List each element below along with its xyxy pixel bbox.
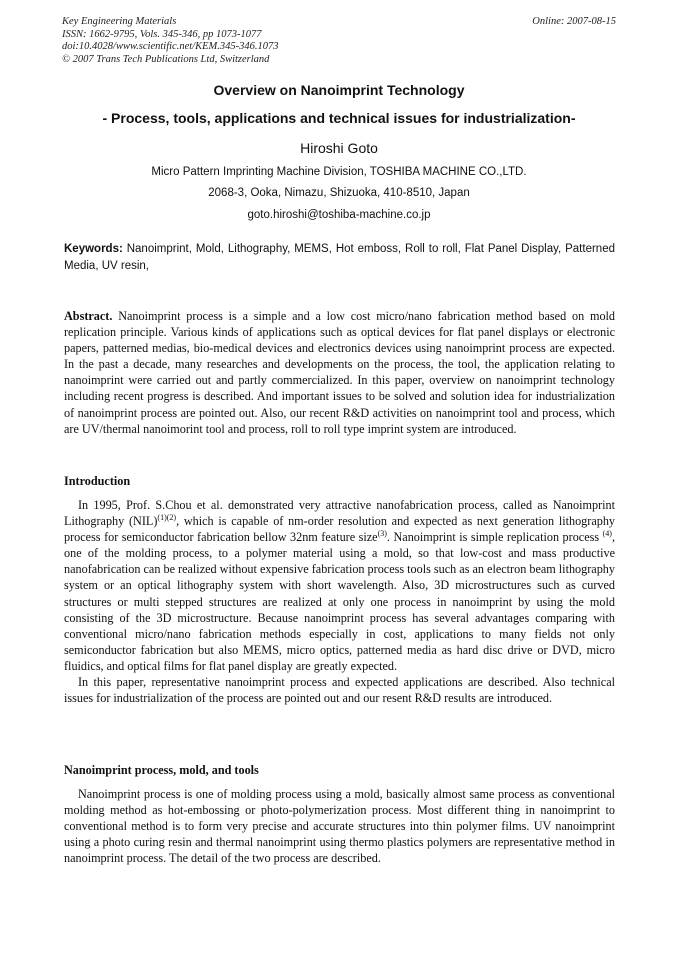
- intro-text-d: , one of the molding process, to a polymer material using a mold, so that low-cost and mass productive nanofabrication can be realized without expensive fabrication process tools such as an electron beam lithography system or an optical lithography system with short wavelength. Also, 3D microstructures such as curved structures or multi stepped structures are realized at only one process in nanoimprint by using the mold consisting of the 3D microstructure. Because nanoimprint process has several advantages comparing with conventional micro/nano fabrication methods especially in cost, applications to many fields not only semiconductor fabrication but also MEMS, micro optics, patterned media as hard disc drive or DVD, micro fluidics, and optical films for flat panel display are greatly expected.: [64, 530, 615, 673]
- keywords-label: Keywords:: [64, 243, 123, 255]
- author-email: goto.hiroshi@toshiba-machine.co.jp: [247, 209, 431, 221]
- process-body: [64, 786, 615, 866]
- journal-header: [62, 16, 616, 66]
- affiliation-address: 2068-3, Ooka, Nimazu, Shizuoka, 410-8510, Japan: [208, 187, 470, 199]
- citation-sup: (1)(2): [157, 513, 177, 523]
- journal-name: Key Engineering Materials: [62, 16, 177, 27]
- affiliation-organization: Micro Pattern Imprinting Machine Division, TOSHIBA MACHINE CO.,LTD.: [151, 166, 527, 178]
- doi-line: doi:10.4028/www.scientific.net/KEM.345-346.1073: [62, 41, 279, 52]
- introduction-body: [64, 497, 615, 706]
- abstract-block: [64, 308, 615, 437]
- abstract-text: Nanoimprint process is a simple and a low cost micro/nano fabrication method based on mold replication principle. Various kinds of applications such as optical devices for flat panel displays or electronic papers, patterned medias, bio-medical devices and electronics devices using nanoimprint process are expected. In the past a decade, many researches and developments on the process, the tool, the application relating to nanoimprint were carried out and partly commercialized. In this paper, overview on nanoimprint technology including recent progress is described. And important issues to be solved and solution idea for industrialization of nanoimprint process are pointed out. Also, our recent R&D activities on nanoimprint tool and process, which are UV/thermal nanoimorint tool and process, roll to roll type imprint system are introduced.: [64, 309, 616, 436]
- introduction-paragraph-1: [64, 497, 615, 674]
- intro-text-c: . Nanoimprint is simple replication process: [386, 530, 603, 545]
- issn-line: ISSN: 1662-9795, Vols. 345-346, pp 1073-1077: [62, 28, 262, 40]
- citation-sup: (3): [377, 529, 387, 539]
- keywords-text: Nanoimprint, Mold, Lithography, MEMS, Hot emboss, Roll to roll, Flat Panel Display, Patterned Media, UV resin,: [64, 243, 615, 272]
- introduction-paragraph-2: In this paper, representative nanoimprint process and expected applications are described. Also technical issues for industrialization of the process are pointed out and our resent R&D results are introduced.: [64, 675, 615, 706]
- abstract-label: Abstract.: [64, 309, 113, 323]
- intro-text-b: , which is capable of nm-order resolution and expected as next generation lithography process for semiconductor fabrication bellow 32nm feature size: [64, 514, 616, 545]
- process-paragraph-1: Nanoimprint process is one of molding process using a mold, basically almost same process as conventional molding method as hot-embossing or photo-polymerization process. Most different thing in nanoimprint to conventional method is to form very precise and accurate structures into thin polymer films. UV nanoimprint using a photo curing resin and thermal nanoimprint using thermo plastics polymers are representative method in nanoimprint process. The detail of the two process are described.: [64, 787, 615, 866]
- introduction-heading: Introduction: [64, 474, 131, 488]
- citation-sup: (4): [602, 529, 612, 539]
- keywords-block: [64, 241, 615, 274]
- paper-title: Overview on Nanoimprint Technology: [213, 82, 465, 98]
- author-name: Hiroshi Goto: [300, 140, 378, 156]
- paper-subtitle: - Process, tools, applications and technical issues for industrialization-: [102, 110, 576, 126]
- intro-text-a: In 1995, Prof. S.Chou et al. demonstrated very attractive nanofabrication process, called as Nanoimprint Lithography (NIL): [64, 498, 615, 529]
- process-heading: Nanoimprint process, mold, and tools: [64, 763, 259, 777]
- online-date: Online: 2007-08-15: [532, 16, 616, 27]
- copyright-line: © 2007 Trans Tech Publications Ltd, Switzerland: [62, 53, 270, 65]
